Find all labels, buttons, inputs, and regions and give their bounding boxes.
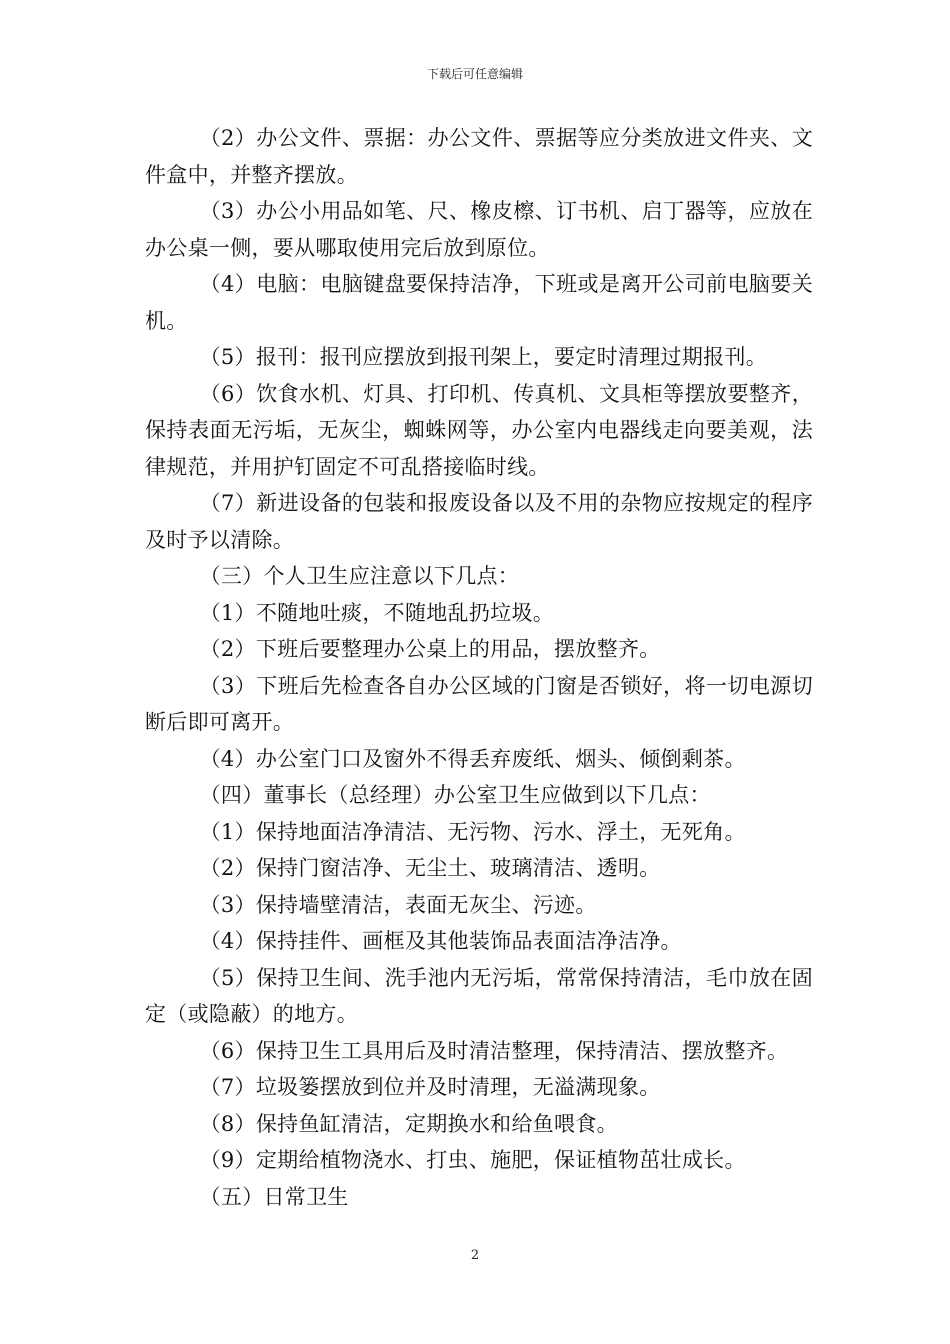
paragraph: （4）办公室门口及窗外不得丢弃废纸、烟头、倾倒剩茶。	[199, 746, 746, 771]
paragraph: （9）定期给植物浇水、打虫、施肥，保证植物茁壮成长。	[199, 1148, 746, 1172]
paragraph: （8）保持鱼缸清洁，定期换水和给鱼喂食。	[199, 1111, 618, 1136]
section-heading: （四）董事长（总经理）办公室卫生应做到以下几点：	[199, 783, 711, 807]
paragraph: （4）保持挂件、画框及其他装饰品表面洁净洁净。	[199, 929, 682, 953]
paragraph: （4）电脑：电脑键盘要保持洁净，下班或是离开公司前电脑要关机。	[145, 272, 813, 333]
section-heading: （五）日常卫生	[199, 1184, 349, 1209]
paragraph: （5）报刊：报刊应摆放到报刊架上，要定时清理过期报刊。	[199, 345, 768, 369]
paragraph: （2）下班后要整理办公桌上的用品，摆放整齐。	[199, 637, 661, 661]
page-number: 2	[470, 1248, 480, 1263]
document-body	[145, 120, 813, 1215]
paragraph: （7）新进设备的包装和报废设备以及不用的杂物应按规定的程序及时予以清除。	[145, 491, 813, 552]
paragraph: （5）保持卫生间、洗手池内无污垢，常常保持清洁，毛巾放在固定（或隐蔽）的地方。	[145, 965, 813, 1026]
paragraph: （2）办公文件、票据：办公文件、票据等应分类放进文件夹、文件盒中，并整齐摆放。	[145, 126, 813, 187]
paragraph: （1）不随地吐痰，不随地乱扔垃圾。	[199, 600, 555, 625]
page-header: 下载后可任意编辑	[426, 67, 523, 81]
paragraph: （2）保持门窗洁净、无尘土、玻璃清洁、透明。	[199, 856, 661, 880]
paragraph: （3）保持墙壁清洁，表面无灰尘、污迹。	[199, 892, 597, 917]
paragraph: （6）保持卫生工具用后及时清洁整理，保持清洁、摆放整齐。	[199, 1038, 789, 1063]
paragraph: （7）垃圾篓摆放到位并及时清理，无溢满现象。	[199, 1075, 661, 1099]
paragraph: （3）办公小用品如笔、尺、橡皮檫、订书机、启丁器等，应放在办公桌一侧，要从哪取使用完后放到原位。	[145, 199, 813, 260]
paragraph: （6）饮食水机、灯具、打印机、传真机、文具柜等摆放要整齐，保持表面无污垢，无灰尘，蜘蛛网等，办公室内电器线走向要美观，法律规范，并用护钉固定不可乱搭接临时线。	[145, 381, 813, 479]
paragraph: （1）保持地面洁净清洁、无污物、污水、浮土，无死角。	[199, 819, 746, 844]
section-heading: （三）个人卫生应注意以下几点：	[199, 564, 520, 588]
paragraph: （3）下班后先检查各自办公区域的门窗是否锁好，将一切电源切断后即可离开。	[145, 673, 813, 734]
